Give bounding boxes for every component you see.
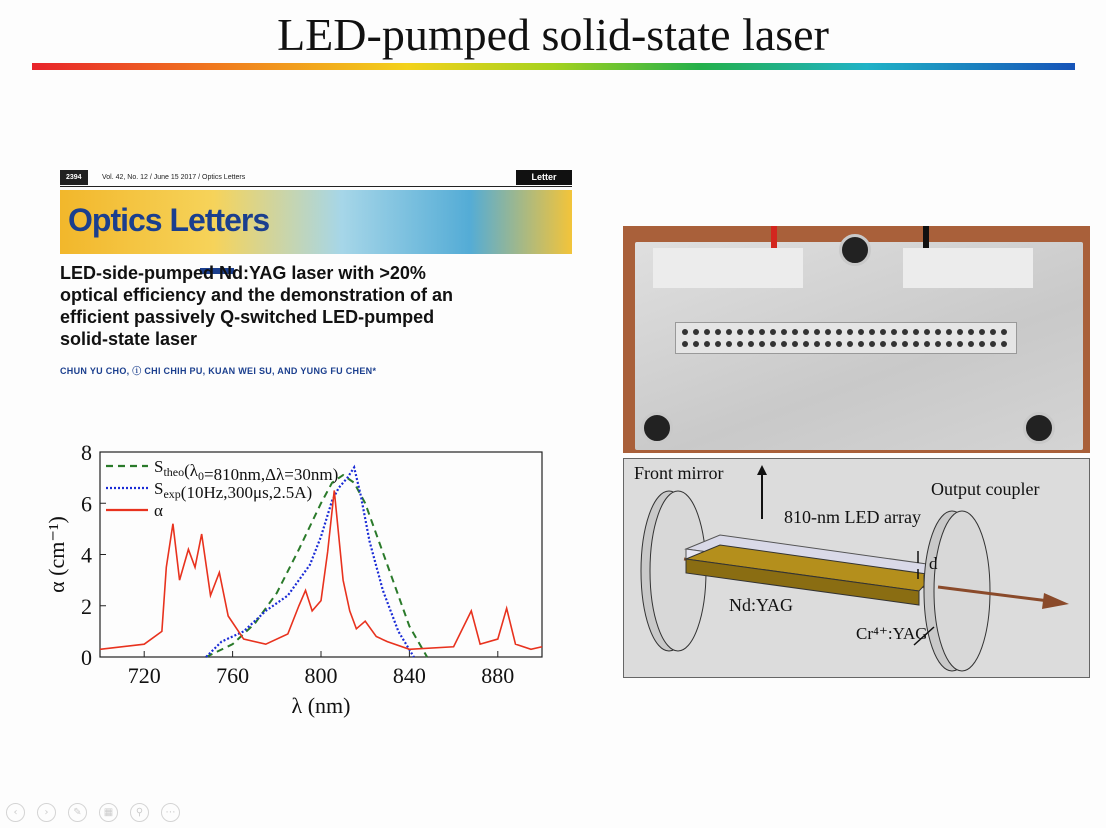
d-label: d bbox=[929, 554, 938, 573]
led-array-label: 810-nm LED array bbox=[784, 507, 921, 527]
y-tick-label: 0 bbox=[81, 645, 92, 670]
led-dot bbox=[880, 329, 886, 335]
led-dot bbox=[979, 341, 985, 347]
mount-hole bbox=[839, 234, 871, 266]
led-dot bbox=[737, 329, 743, 335]
led-dot bbox=[946, 341, 952, 347]
paper-excerpt bbox=[60, 170, 572, 385]
led-dot bbox=[726, 329, 732, 335]
led-dot bbox=[1001, 329, 1007, 335]
y-tick-label: 6 bbox=[81, 491, 92, 517]
led-dot bbox=[847, 341, 853, 347]
series-line-alpha bbox=[100, 490, 542, 649]
paper-title-line: optical efficiency and the demonstration of an bbox=[60, 285, 454, 305]
led-dot bbox=[803, 341, 809, 347]
absorption-chart bbox=[40, 440, 560, 720]
title-underline bbox=[32, 63, 1075, 70]
led-dot bbox=[968, 341, 974, 347]
paper-title-line: solid-state laser bbox=[60, 329, 198, 349]
led-dot bbox=[825, 341, 831, 347]
led-dot bbox=[770, 329, 776, 335]
led-dot bbox=[715, 341, 721, 347]
x-tick-label: 720 bbox=[127, 663, 161, 688]
legend-label: α bbox=[154, 501, 163, 520]
led-dot bbox=[715, 329, 721, 335]
led-dot bbox=[880, 341, 886, 347]
led-dot bbox=[825, 329, 831, 335]
previous-icon[interactable]: ‹ bbox=[6, 803, 25, 822]
led-dot bbox=[737, 341, 743, 347]
paper-header-bar bbox=[60, 170, 572, 187]
led-dot bbox=[979, 329, 985, 335]
slide-nav-controls bbox=[6, 802, 192, 822]
led-dot bbox=[935, 341, 941, 347]
led-array-photo bbox=[623, 226, 1090, 453]
led-dot bbox=[682, 341, 688, 347]
cr-yag-label: Cr⁴⁺:YAG bbox=[856, 624, 928, 643]
slide-title: LED-pumped solid-state laser bbox=[277, 9, 829, 60]
led-dot bbox=[924, 341, 930, 347]
pen-icon[interactable]: ✎ bbox=[68, 803, 87, 822]
y-tick-label: 4 bbox=[81, 542, 92, 568]
paper-title bbox=[60, 262, 572, 350]
led-dot bbox=[902, 329, 908, 335]
paper-title-line: LED-side-pumped Nd:YAG laser with >20% bbox=[60, 263, 426, 283]
led-dot bbox=[748, 329, 754, 335]
article-type: Letter bbox=[516, 170, 572, 185]
led-dot bbox=[869, 341, 875, 347]
solder-pad bbox=[903, 248, 1033, 288]
led-dot bbox=[748, 341, 754, 347]
led-dot bbox=[902, 341, 908, 347]
paper-title-line: efficient passively Q-switched LED-pumped bbox=[60, 307, 435, 327]
legend-label: $S_{theo}(\lambda_0=810nm,\Delta\lambda=30nm)$ bbox=[154, 457, 339, 484]
more-icon[interactable]: ⋯ bbox=[161, 803, 180, 822]
led-dot bbox=[704, 329, 710, 335]
paper-authors: CHUN YU CHO, ⓘ CHI CHIH PU, KUAN WEI SU, AND YUNG FU CHEN* bbox=[60, 366, 377, 376]
led-dot bbox=[858, 341, 864, 347]
led-dot bbox=[858, 329, 864, 335]
led-dot bbox=[770, 341, 776, 347]
led-dot bbox=[968, 329, 974, 335]
led-dot bbox=[693, 329, 699, 335]
legend-label: $S_{exp}(10Hz,300\mu s,2.5A)$ bbox=[154, 479, 313, 502]
led-dot bbox=[704, 341, 710, 347]
led-dot bbox=[847, 329, 853, 335]
mount-hole bbox=[641, 412, 673, 444]
front-mirror-label: Front mirror bbox=[634, 463, 724, 483]
led-dot bbox=[759, 329, 765, 335]
slides-icon[interactable]: ▦ bbox=[99, 803, 118, 822]
journal-banner bbox=[60, 190, 572, 254]
y-tick-label: 2 bbox=[81, 593, 92, 619]
led-dot bbox=[759, 341, 765, 347]
y-tick-label: 8 bbox=[81, 440, 92, 465]
led-dot bbox=[946, 329, 952, 335]
led-dot bbox=[924, 329, 930, 335]
led-array bbox=[675, 322, 1017, 354]
led-dot bbox=[1001, 341, 1007, 347]
led-dot bbox=[957, 341, 963, 347]
x-axis-label: λ (nm) bbox=[291, 693, 351, 718]
led-dot bbox=[693, 341, 699, 347]
led-dot bbox=[792, 341, 798, 347]
led-dot bbox=[836, 329, 842, 335]
led-dot bbox=[935, 329, 941, 335]
output-beam-arrow bbox=[1042, 593, 1069, 609]
led-dot bbox=[913, 329, 919, 335]
next-icon[interactable]: › bbox=[37, 803, 56, 822]
zoom-icon[interactable]: ⚲ bbox=[130, 803, 149, 822]
led-dot bbox=[814, 341, 820, 347]
pump-arrow-head bbox=[757, 465, 767, 475]
mount-hole bbox=[1023, 412, 1055, 444]
y-axis-label: α (cm⁻¹) bbox=[44, 516, 69, 593]
x-tick-label: 800 bbox=[304, 663, 338, 688]
ndyag-label: Nd:YAG bbox=[729, 595, 794, 615]
x-tick-label: 760 bbox=[216, 663, 250, 688]
laser-schematic bbox=[623, 458, 1090, 678]
led-dot bbox=[836, 341, 842, 347]
led-dot bbox=[990, 329, 996, 335]
series-line-S_theo bbox=[206, 475, 427, 657]
led-dot bbox=[781, 341, 787, 347]
led-dot bbox=[990, 341, 996, 347]
volume-line: Vol. 42, No. 12 / June 15 2017 / Optics Letters bbox=[102, 174, 246, 181]
led-dot bbox=[869, 329, 875, 335]
output-coupler-label: Output coupler bbox=[931, 479, 1040, 499]
led-dot bbox=[814, 329, 820, 335]
laser-schematic-drawing bbox=[624, 459, 1089, 677]
led-dot bbox=[726, 341, 732, 347]
led-dot bbox=[891, 329, 897, 335]
led-dot bbox=[792, 329, 798, 335]
led-dot bbox=[682, 329, 688, 335]
journal-name: Optics Letters bbox=[68, 202, 270, 238]
page-number: 2394 bbox=[60, 170, 88, 185]
solder-pad bbox=[653, 248, 803, 288]
x-tick-label: 880 bbox=[481, 663, 515, 688]
x-tick-label: 840 bbox=[392, 663, 426, 688]
led-dot bbox=[957, 329, 963, 335]
led-dot bbox=[781, 329, 787, 335]
led-dot bbox=[891, 341, 897, 347]
led-dot bbox=[803, 329, 809, 335]
led-dot bbox=[913, 341, 919, 347]
